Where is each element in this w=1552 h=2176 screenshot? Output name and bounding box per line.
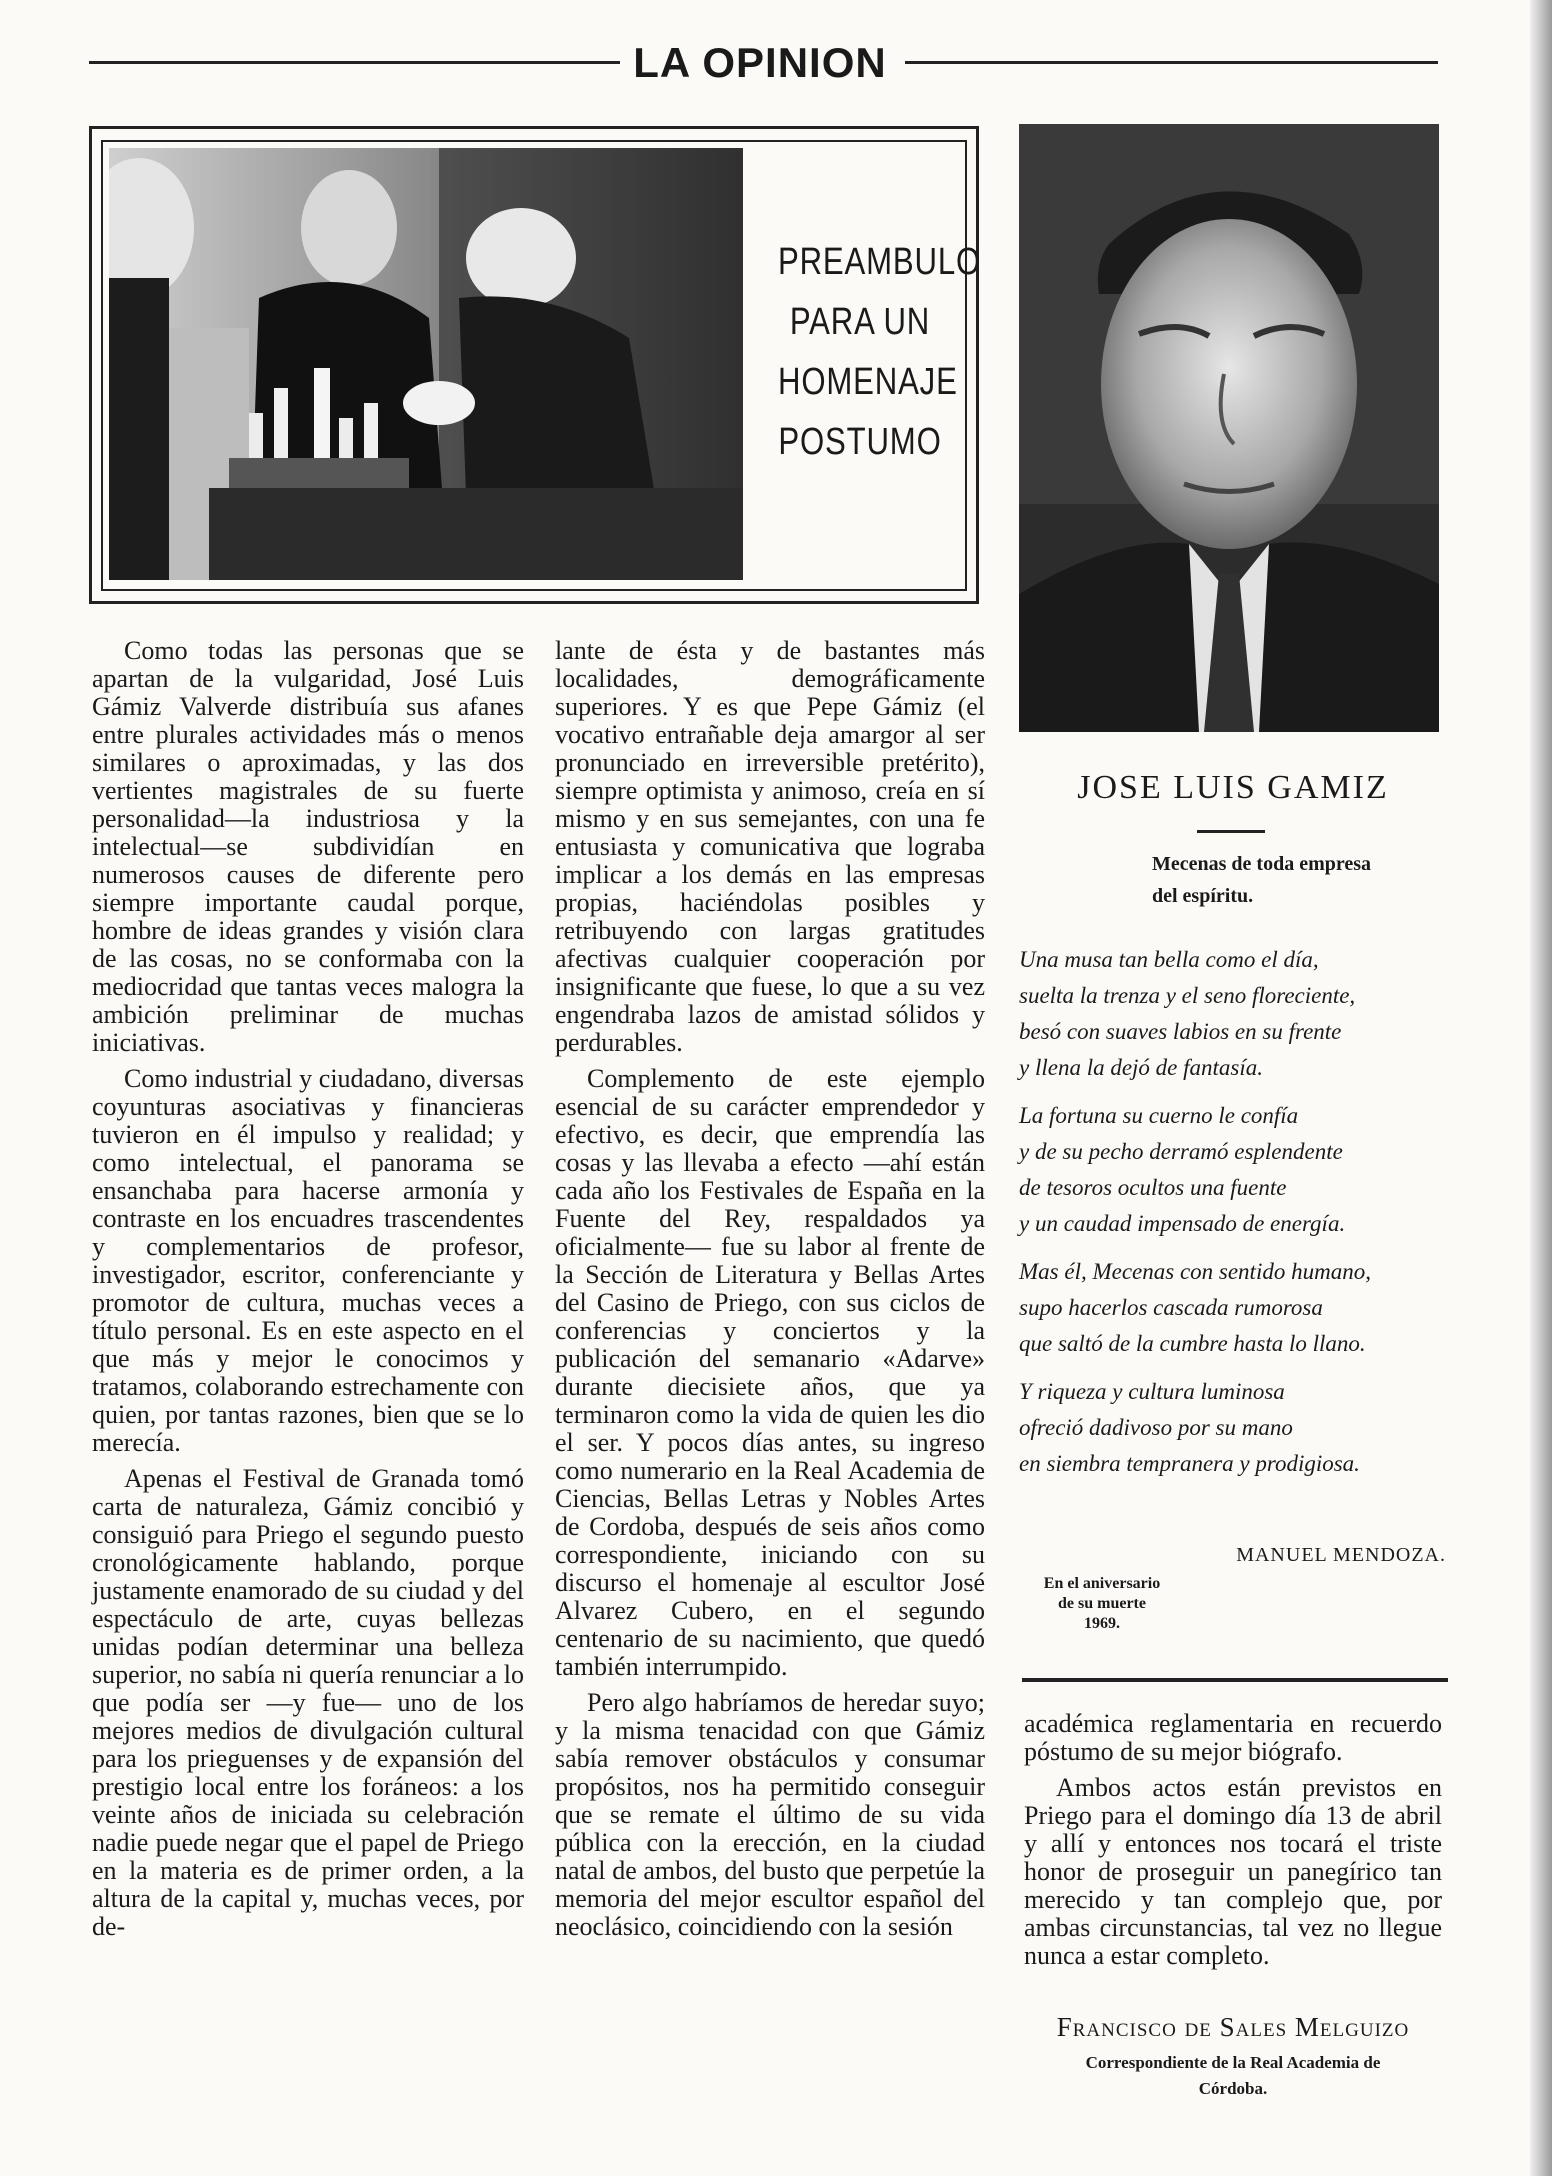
section-rule (1022, 1678, 1448, 1682)
headline (778, 232, 982, 472)
article-column-1 (92, 637, 524, 1949)
masthead-rule-left (89, 61, 620, 64)
article-paragraph: Ambos actos están previstos en Priego para el domingo día 13 de abril y allí y entonces nos tocará el triste honor de proseguir un panegírico tan merecido y tan complejo que, por ambas circunstancias, tal vez no llegue nunca a estar completo. (1024, 1773, 1442, 1970)
poem-line: Y riqueza y cultura luminosa (1019, 1379, 1285, 1404)
ceremony-photo (109, 148, 743, 580)
affiliation-line: Correspondiente de la Real Academia de (1085, 2053, 1381, 2072)
dateline-line: 1969. (1084, 1615, 1120, 1632)
poem-line: y de su pecho derramó esplendente (1019, 1139, 1343, 1164)
poem-subtitle (1152, 848, 1452, 912)
headline-line: PREAMBULO (778, 241, 982, 283)
article-paragraph: lante de ésta y de bastantes más localidades, demográficamente superiores. Y es que Pepe Gámiz (el vocativo entrañable deja amargor al ser pronunciado en irreversible pretérito), siempre optimista y animoso, creía en sí mismo y en sus semejantes, con una fe entusiasta y comunicativa que lograba implicar a los demás en las empresas propias, haciéndolas posibles y retribuyendo con largas gratitudes afectivas cualquier cooperación por insignificante que fuese, lo que a su vez engendraba lazos de amistad sólidos y perdurables. (555, 636, 985, 1057)
poem-line: y llena la dejó de fantasía. (1019, 1055, 1264, 1080)
article-paragraph: académica reglamentaria en recuerdo póstumo de su mejor biógrafo. (1024, 1709, 1442, 1766)
poem-author: MANUEL MENDOZA. (1236, 1544, 1446, 1566)
poem-stanza (1019, 1374, 1449, 1482)
poem-line: suelta la trenza y el seno floreciente, (1019, 983, 1356, 1008)
poem-line: en siembra tempranera y prodigiosa. (1019, 1451, 1360, 1476)
masthead-title: LA OPINION (633, 39, 887, 86)
poem-line: Una musa tan bella como el día, (1019, 947, 1319, 972)
poem-line: ofreció dadivoso por su mano (1019, 1415, 1293, 1440)
headline-line: POSTUMO (778, 421, 942, 463)
article-paragraph: Como industrial y ciudadano, diversas coyunturas asociativas y financieras tuvieron en él impulso y realidad; y como intelectual, el panorama se ensanchaba para hacerse armonía y contraste en los encuadres trascendentes y complementarios de profesor, investigador, escritor, conferenciante y promotor de cultura, muchas veces a título personal. Es en este aspecto en el que más y mejor le conocimos y tratamos, colaborando estrechamente con quien, por tantas razones, bien que se lo merecía. (92, 1064, 524, 1457)
article-column-3 (1024, 1710, 1442, 1978)
poem-title: JOSE LUIS GAMIZ (1077, 769, 1389, 806)
subtitle-line: Mecenas de toda empresa (1152, 853, 1372, 875)
poem-line: Mas él, Mecenas con sentido humano, (1019, 1259, 1371, 1284)
poem-stanza (1019, 1098, 1449, 1242)
poem-line: de tesoros ocultos una fuente (1019, 1175, 1287, 1200)
poem-line: y un caudad impensado de energía. (1019, 1211, 1346, 1236)
poem-stanza (1019, 942, 1449, 1086)
masthead-rule-right (905, 61, 1438, 64)
affiliation-line: Córdoba. (1198, 2079, 1268, 2098)
poem (1019, 942, 1449, 1494)
title-rule (1197, 830, 1265, 833)
poem-stanza (1019, 1254, 1449, 1362)
subtitle-line: del espíritu. (1152, 885, 1254, 907)
poem-line: supo hacerlos cascada rumorosa (1019, 1295, 1323, 1320)
page-edge-shadow (1530, 0, 1552, 2176)
article-paragraph: Como todas las personas que se apartan de la vulgaridad, José Luis Gámiz Valverde distribuía sus afanes entre plurales actividades más o menos similares o aproximadas, y las dos vertientes magistrales de su fuerte personalidad—la industriosa y la intelectual—se subdividían en numerosos causes de diferente pero siempre importante caudal porque, hombre de ideas grandes y visión clara de las cosas, no se conformaba con la mediocridad que tantas veces malogra la ambición preliminar de muchas iniciativas. (92, 636, 524, 1057)
portrait-photo (1019, 124, 1439, 732)
article-paragraph: Apenas el Festival de Granada tomó carta de naturaleza, Gámiz concibió y consiguió para Priego el segundo puesto cronológicamente hablando, porque justamente enamorado de su ciudad y del espectáculo de arte, cuyas bellezas unidas podían determinar una belleza superior, no sabía ni quería renunciar a lo que podía ser —y fue— uno de los mejores medios de divulgación cultural para los prieguenses y de expansión del prestigio local entre los foráneos: a los veinte años de iniciada su celebración nadie puede negar que el papel de Priego en la materia es de primer orden, a la altura de la capital y, muchas veces, por de- (92, 1464, 524, 1941)
article-column-2 (555, 637, 985, 1949)
headline-line: PARA UN (789, 301, 931, 343)
headline-line: HOMENAJE (778, 361, 958, 403)
article-author: Francisco de Sales Melguizo (1056, 2012, 1410, 2042)
poem-line: La fortuna su cuerno le confía (1019, 1103, 1299, 1128)
dateline-line: En el aniversario (1043, 1575, 1161, 1592)
poem-line: besó con suaves labios en su frente (1019, 1019, 1342, 1044)
dateline (1017, 1574, 1187, 1634)
article-paragraph: Complemento de este ejemplo esencial de su carácter emprendedor y efectivo, es decir, que emprendía las cosas y las llevaba a efecto —ahí están cada año los Festivales de España en la Fuente del Rey, respaldados ya oficialmente— fue su labor al frente de la Sección de Literatura y Bellas Artes del Casino de Priego, con sus ciclos de conferencias y conciertos y la publicación del semanario «Adarve» durante diecisiete años, que ya terminaron como la vida de quien les dio el ser. Y pocos días antes, su ingreso como numerario en la Real Academia de Ciencias, Bellas Letras y Nobles Artes de Cordoba, después de seis años como correspondiente, iniciando con su discurso el homenaje al escultor José Alvarez Cubero, en el segundo centenario de su nacimiento, que quedó también interrumpido. (555, 1064, 985, 1681)
dateline-line: de su muerte (1058, 1595, 1146, 1612)
poem-line: que saltó de la cumbre hasta lo llano. (1019, 1331, 1366, 1356)
author-affiliation (1024, 2050, 1442, 2102)
article-paragraph: Pero algo habríamos de heredar suyo; y la misma tenacidad con que Gámiz sabía remover obstáculos y consumar propósitos, nos ha permitido conseguir que se remate el último de su vida pública con la erección, en la ciudad natal de ambos, del busto que perpetúe la memoria del mejor escultor español del neoclásico, coincidiendo con la sesión (555, 1688, 985, 1941)
